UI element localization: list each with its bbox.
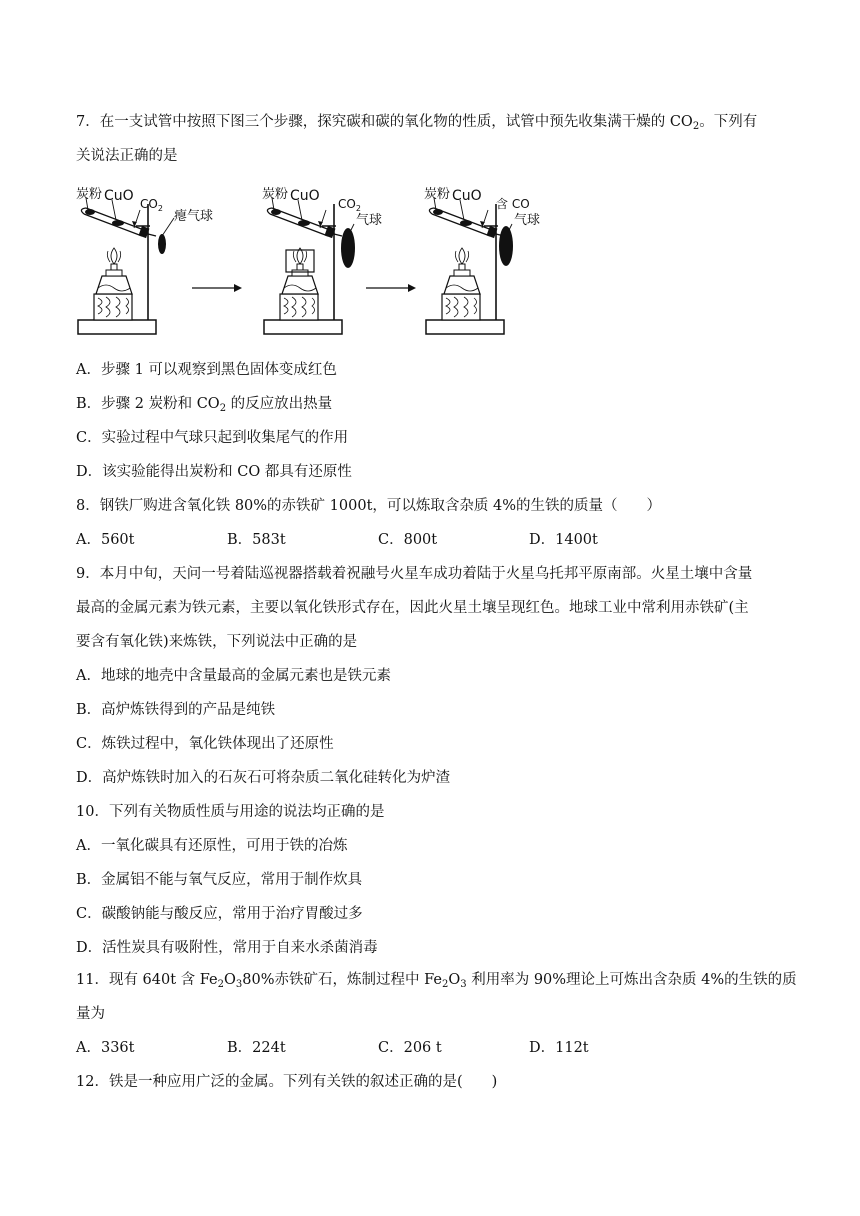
q11-stem-line1: 11．现有 640t 含 $Fe_2O_380\%$赤铁矿石，炼制过程中 $Fe_2O_3$ 利用率为 90%理论上可炼出含杂质 4%的生铁的质 — [76, 972, 797, 990]
step3-gas-label: 含 CO — [496, 197, 530, 211]
q9-stem-line1: 9．本月中旬，天问一号着陆巡视器搭载着祝融号火星车成功着陆于火星乌托邦平原南部。火星土壤中含量 — [76, 566, 753, 582]
q7-option-b: B．步骤 2 炭粉和 $CO_2$ 的反应放出热量 — [76, 396, 333, 414]
q11-option-a: A．336t — [76, 1040, 135, 1056]
q10-option-c: C．碳酸钠能与酸反应，常用于治疗胃酸过多 — [76, 906, 363, 922]
q7-apparatus-figure — [76, 184, 546, 344]
q7-stem-line2: 关说法正确的是 — [76, 148, 178, 164]
step1-gas-label: $CO_2$ — [140, 197, 163, 213]
q7-option-d: D．该实验能得出炭粉和 CO 都具有还原性 — [76, 464, 352, 480]
q11-stem-line2: 量为 — [76, 1006, 105, 1022]
step3-balloon-label: 气球 — [514, 213, 541, 228]
step2-apparatus — [262, 186, 382, 334]
q7-option-c: C．实验过程中气球只起到收集尾气的作用 — [76, 430, 349, 446]
q11-option-b: B．224t — [227, 1040, 286, 1056]
q8-option-c: C．800t — [378, 532, 438, 548]
q9-stem-line3: 要含有氧化铁)来炼铁，下列说法中正确的是 — [76, 634, 358, 650]
q9-option-a: A．地球的地壳中含量最高的金属元素也是铁元素 — [76, 668, 391, 684]
step3-apparatus — [424, 186, 540, 334]
q10-stem: 10．下列有关物质性质与用途的说法均正确的是 — [76, 804, 385, 820]
step2-balloon-label: 气球 — [356, 213, 383, 228]
q9-option-b: B．高炉炼铁得到的产品是纯铁 — [76, 702, 276, 718]
q10-option-b: B．金属铝不能与氧气反应，常用于制作炊具 — [76, 872, 363, 888]
q8-option-a: A．560t — [76, 532, 135, 548]
step1-balloon-label: 瘪气球 — [174, 209, 214, 224]
q10-option-a: A．一氧化碳具有还原性，可用于铁的冶炼 — [76, 838, 348, 854]
q9-option-c: C．炼铁过程中，氧化铁体现出了还原性 — [76, 736, 334, 752]
step2-carbon-label: 炭粉 — [262, 187, 289, 202]
q8-stem: 8．钢铁厂购进含氧化铁 80%的赤铁矿 1000t，可以炼取含杂质 4%的生铁的质量（ ） — [76, 498, 662, 514]
q10-option-d: D．活性炭具有吸附性，常用于自来水杀菌消毒 — [76, 940, 378, 956]
q7-stem-line1: 7．在一支试管中按照下图三个步骤，探究碳和碳的氧化物的性质，试管中预先收集满干燥的 $CO_2$。下列有 — [76, 114, 758, 132]
step2-gas-label: $CO_2$ — [338, 197, 361, 213]
q11-option-c: C．206 t — [378, 1040, 442, 1056]
q12-stem: 12．铁是一种应用广泛的金属。下列有关铁的叙述正确的是( ) — [76, 1074, 498, 1090]
step2-cuo-label: CuO — [290, 188, 320, 204]
step3-carbon-label: 炭粉 — [424, 187, 451, 202]
q11-option-d: D．112t — [529, 1040, 589, 1056]
q8-option-d: D．1400t — [529, 532, 598, 548]
step1-cuo-label: CuO — [104, 188, 134, 204]
step1-carbon-label: 炭粉 — [76, 187, 103, 202]
q8-option-b: B．583t — [227, 532, 286, 548]
q9-stem-line2: 最高的金属元素为铁元素，主要以氧化铁形式存在，因此火星土壤呈现红色。地球工业中常利用赤铁矿(主 — [76, 600, 749, 616]
step3-cuo-label: CuO — [452, 188, 482, 204]
q9-option-d: D．高炉炼铁时加入的石灰石可将杂质二氧化硅转化为炉渣 — [76, 770, 451, 786]
q7-option-a: A．步骤 1 可以观察到黑色固体变成红色 — [76, 362, 337, 378]
step1-apparatus — [76, 186, 213, 334]
